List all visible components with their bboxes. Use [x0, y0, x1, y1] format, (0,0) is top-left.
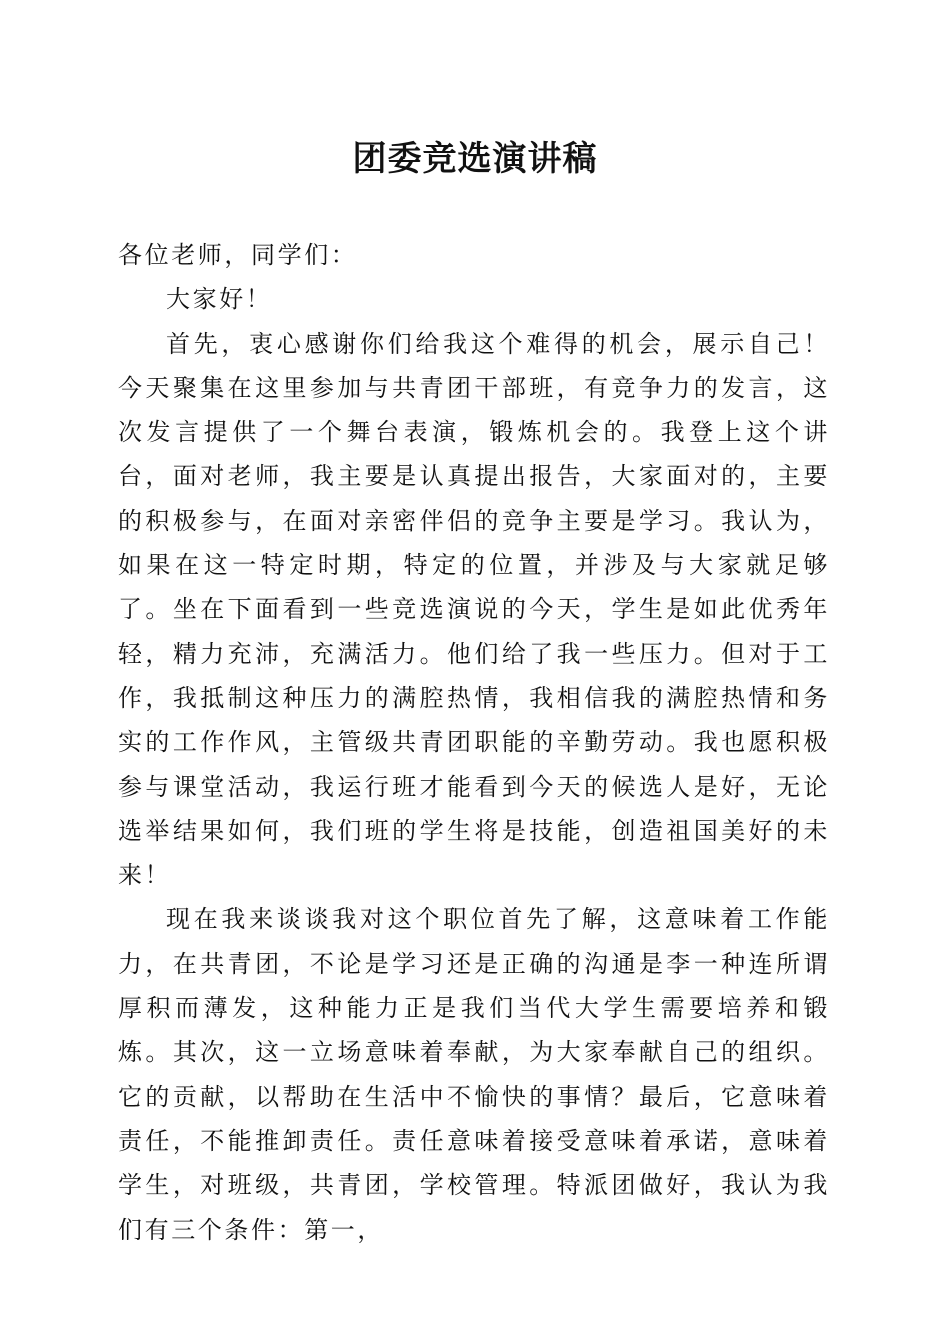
document-body — [118, 233, 830, 1252]
paragraph-1: 首先，衷心感谢你们给我这个难得的机会，展示自己！今天聚集在这里参加与共青团干部班，有竞争力的发言，这次发言提供了一个舞台表演，锻炼机会的。我登上这个讲台，面对老师，我主要是认真提出报告，大家面对的，主要的积极参与，在面对亲密伴侣的竞争主要是学习。我认为，如果在这一特定时期，特定的位置，并涉及与大家就足够了。坐在下面看到一些竞选演说的今天，学生是如此优秀年轻，精力充沛，充满活力。他们给了我一些压力。但对于工作，我抵制这种压力的满腔热情，我相信我的满腔热情和务实的工作作风，主管级共青团职能的辛勤劳动。我也愿积极参与课堂活动，我运行班才能看到今天的候选人是好，无论选举结果如何，我们班的学生将是技能，创造祖国美好的未来！ — [118, 329, 830, 890]
paragraph-2: 现在我来谈谈我对这个职位首先了解，这意味着工作能力，在共青团，不论是学习还是正确的沟通是李一种连所谓厚积而薄发，这种能力正是我们当代大学生需要培养和锻炼。其次，这一立场意味着奉献，为大家奉献自己的组织。它的贡献，以帮助在生活中不愉快的事情？最后，它意味着责任，不能推卸责任。责任意味着接受意味着承诺，意味着学生，对班级，共青团，学校管理。特派团做好，我认为我们有三个条件：第一， — [118, 905, 830, 1244]
document-title: 团委竞选演讲稿 — [352, 139, 598, 179]
greeting: 大家好！ — [166, 285, 273, 314]
salutation: 各位老师，同学们： — [118, 241, 358, 269]
